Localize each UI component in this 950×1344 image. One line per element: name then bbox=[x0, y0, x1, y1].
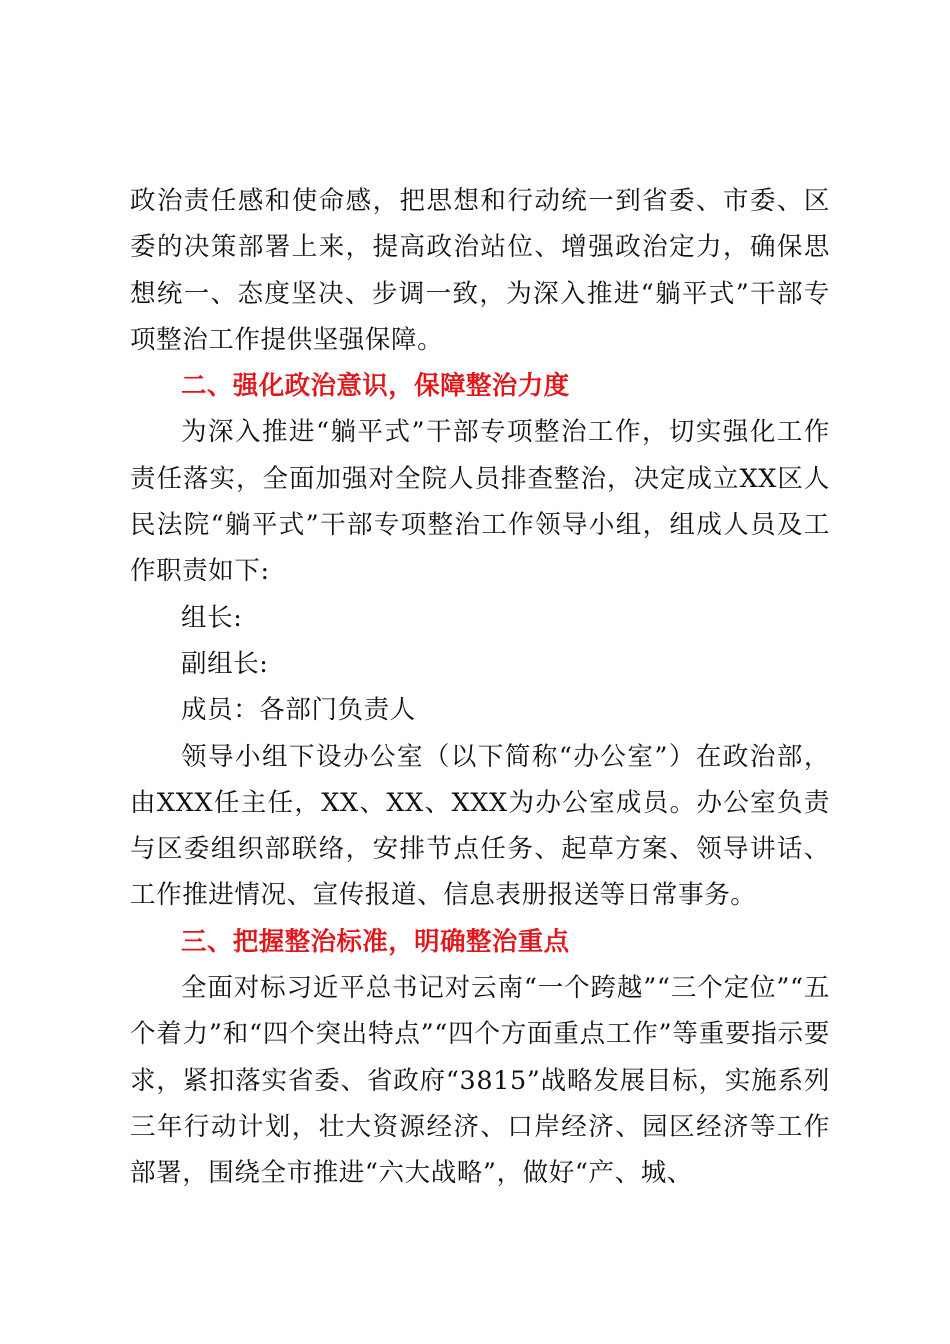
document-body bbox=[130, 178, 830, 1197]
group-leader-line: 组长: bbox=[181, 602, 243, 633]
section-heading-2: 二、强化政治意识，保障整治力度 bbox=[181, 371, 570, 402]
paragraph-leading-group: 为深入推进“躺平式”干部专项整治工作，切实强化工作责任落实，全面加强对全院人员排查整治，决定成立XX区人民法院“躺平式”干部专项整治工作领导小组，组成人员及工作职责如下: bbox=[130, 417, 830, 587]
deputy-leader-line: 副组长: bbox=[181, 648, 269, 679]
paragraph-political-responsibility: 政治责任感和使命感，把思想和行动统一到省委、市委、区委的决策部署上来，提高政治站位、增强政治定力，确保思想统一、态度坚决、步调一致，为深入推进“躺平式”干部专项整治工作提供坚强保障。 bbox=[130, 186, 830, 355]
section-heading-3: 三、把握整治标准，明确整治重点 bbox=[181, 926, 570, 957]
paragraph-office: 领导小组下设办公室（以下简称“办公室”）在政治部，由XXX任主任，XX、XX、XXX为办公室成员。办公室负责与区委组织部联络，安排节点任务、起草方案、领导讲话、工作推进情况、宣传报道、信息表册报送等日常事务。 bbox=[130, 741, 830, 911]
paragraph-standards: 全面对标习近平总书记对云南“一个跨越”“三个定位”“五个着力”和“四个突出特点”“四个方面重点工作”等重要指示要求，紧扣落实省委、省政府“3815”战略发展目标，实施系列三年行动计划，壮大资源经济、口岸经济、园区经济等工作部署，围绕全市推进“六大战略”，做好“产、城、 bbox=[130, 973, 830, 1189]
members-line: 成员：各部门负责人 bbox=[181, 695, 416, 726]
